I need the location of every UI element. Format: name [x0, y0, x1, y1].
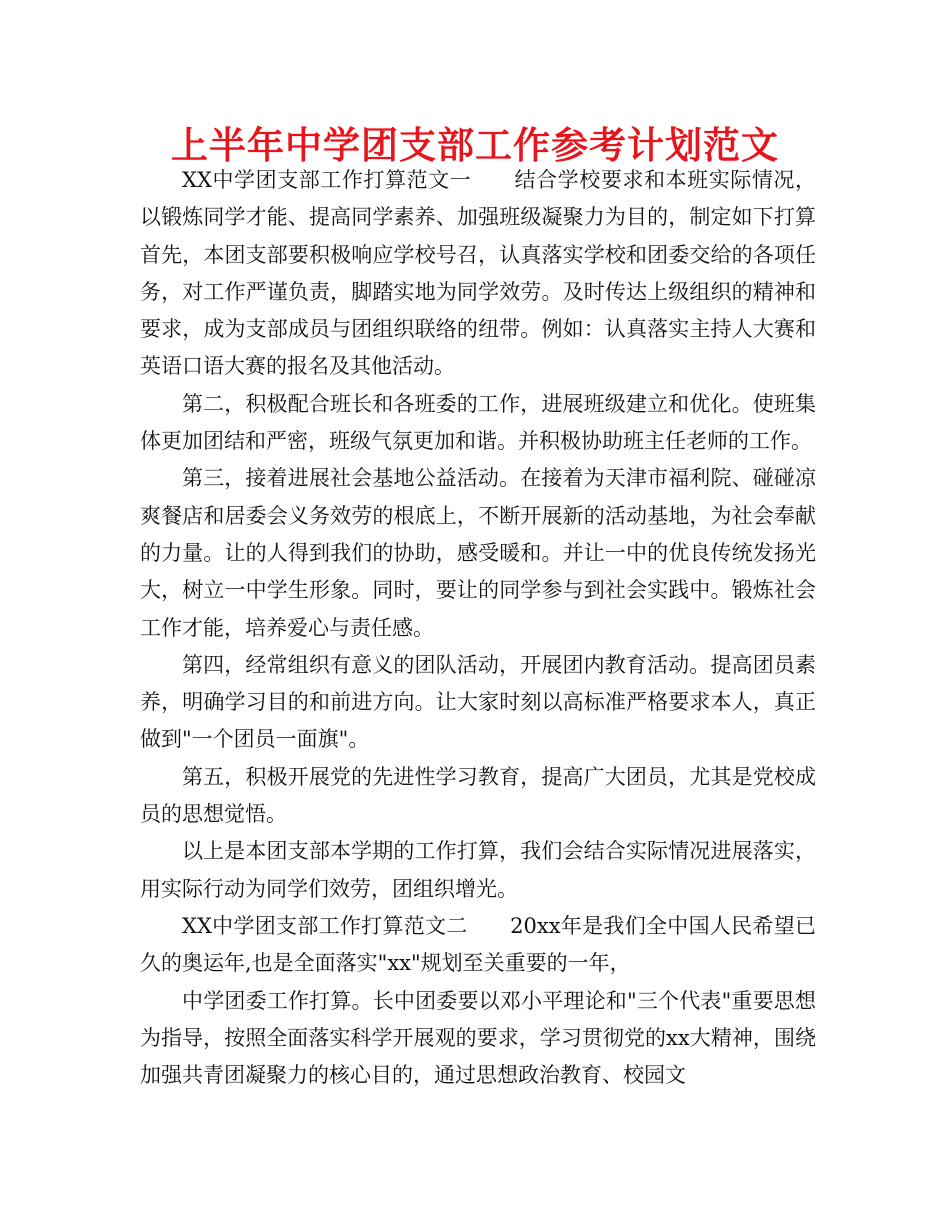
- paragraph-1: XX中学团支部工作打算范文一 结合学校要求和本班实际情况，以锻炼同学才能、提高同学素养、加强班级凝聚力为目的，制定如下打算 首先，本团支部要积极响应学校号召，认真落实学校和团委交给的各项任务，对工作严谨负责，脚踏实地为同学效劳。及时传达上级组织的精神和要求，成为支部成员与团组织联络的纽带。例如：认真落实主持人大赛和英语口语大赛的报名及其他活动。: [140, 168, 858, 379]
- document-title: 上半年中学团支部工作参考计划范文: [171, 124, 779, 167]
- paragraph-7: XX中学团支部工作打算范文二 20xx年是我们全中国人民希望已久的奥运年,也是全面落实"xx"规划至关重要的一年，: [140, 913, 816, 976]
- document-body: [140, 162, 858, 1094]
- paragraph-3: 第三，接着进展社会基地公益活动。在接着为天津市福利院、碰碰凉爽餐店和居委会义务效劳的根底上，不断开展新的活动基地，为社会奉献的力量。让的人得到我们的协助，感受暖和。并让一中的优良传统发扬光大，树立一中学生形象。同时，要让的同学参与到社会实践中。锻炼社会工作才能，培养爱心与责任感。: [140, 466, 816, 640]
- paragraph-6: 以上是本团支部本学期的工作打算，我们会结合实际情况进展落实，用实际行动为同学们效劳，团组织增光。: [140, 839, 816, 901]
- paragraph-8: 中学团委工作打算。长中团委要以邓小平理论和"三个代表"重要思想为指导，按照全面落实科学开展观的要求，学习贯彻党的xx大精神，围绕加强共青团凝聚力的核心目的，通过思想政治教育、校园文: [140, 988, 816, 1088]
- paragraph-4: 第四，经常组织有意义的团队活动，开展团内教育活动。提高团员素养，明确学习目的和前进方向。让大家时刻以高标准严格要求本人，真正做到"一个团员一面旗"。: [140, 652, 816, 752]
- paragraph-5: 第五，积极开展党的先进性学习教育，提高广大团员，尤其是党校成员的思想觉悟。: [140, 764, 816, 827]
- paragraph-2: 第二，积极配合班长和各班委的工作，进展班级建立和优化。使班集体更加团结和严密，班级气氛更加和谐。并积极协助班主任老师的工作。: [140, 391, 816, 454]
